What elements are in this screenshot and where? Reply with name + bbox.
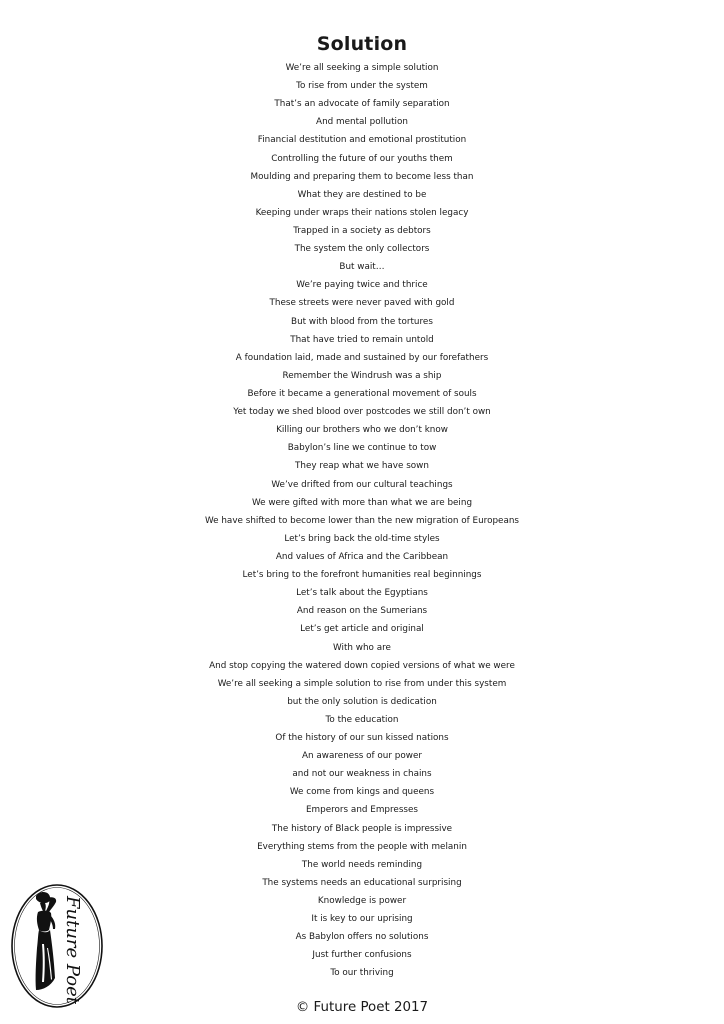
poem-line: As Babylon offers no solutions bbox=[295, 932, 429, 943]
poem-line: That have tried to remain untold bbox=[290, 334, 434, 345]
poem-line: Yet today we shed blood over postcodes we still don’t own bbox=[233, 407, 491, 418]
poem-line: But with blood from the tortures bbox=[291, 316, 433, 327]
poem-line: It is key to our uprising bbox=[311, 914, 413, 925]
poem-line: And mental pollution bbox=[316, 117, 408, 128]
poem-line: Let’s bring to the forefront humanities real beginnings bbox=[242, 570, 482, 581]
poem-line: and not our weakness in chains bbox=[292, 769, 432, 780]
poem-line: We come from kings and queens bbox=[289, 787, 435, 798]
poem-line: Knowledge is power bbox=[317, 896, 407, 907]
poem-line: To our thriving bbox=[330, 968, 394, 979]
poem-line: Financial destitution and emotional prostitution bbox=[257, 135, 467, 146]
poem-line: Just further confusions bbox=[312, 950, 412, 961]
poem-line: Killing our brothers who we don’t know bbox=[276, 425, 448, 436]
poem-line: Keeping under wraps their nations stolen legacy bbox=[255, 207, 469, 218]
poem-line: With who are bbox=[333, 642, 391, 653]
poem-line: And values of Africa and the Caribbean bbox=[275, 551, 449, 562]
poem-line: We’re paying twice and thrice bbox=[296, 280, 428, 291]
poem-line: Emperors and Empresses bbox=[306, 805, 418, 816]
poem-line: Let’s talk about the Egyptians bbox=[296, 588, 428, 599]
poem-line: A foundation laid, made and sustained by our forefathers bbox=[235, 352, 489, 363]
poem-line: The world needs reminding bbox=[301, 859, 423, 870]
future-poet-logo-icon bbox=[9, 882, 105, 1010]
poem-line: but the only solution is dedication bbox=[287, 696, 437, 707]
poem-line: But wait… bbox=[339, 262, 385, 273]
poem-line: An awareness of our power bbox=[302, 751, 422, 762]
poem-line: The system the only collectors bbox=[294, 244, 430, 255]
poem-line: Of the history of our sun kissed nations bbox=[275, 733, 449, 744]
poem-body bbox=[0, 59, 724, 983]
poem-line: Let’s bring back the old-time styles bbox=[284, 533, 440, 544]
poem-line: Remember the Windrush was a ship bbox=[282, 370, 442, 381]
poem-line: And reason on the Sumerians bbox=[296, 606, 428, 617]
poem-line: Before it became a generational movement of souls bbox=[247, 388, 477, 399]
copyright-footer: © Future Poet 2017 bbox=[295, 1000, 429, 1015]
poem-line: Babylon’s line we continue to tow bbox=[287, 443, 437, 454]
poem-line: We’ve drifted from our cultural teachings bbox=[271, 479, 453, 490]
logo-lettering: Future Poet bbox=[62, 896, 83, 1004]
poem-line: Controlling the future of our youths them bbox=[271, 153, 453, 164]
poem-line: The history of Black people is impressive bbox=[271, 823, 453, 834]
poem-line: We were gifted with more than what we are being bbox=[251, 497, 473, 508]
poem-line: And stop copying the watered down copied versions of what we were bbox=[209, 660, 515, 671]
poem-line: Trapped in a society as debtors bbox=[293, 225, 431, 236]
poem-line: To rise from under the system bbox=[296, 81, 428, 92]
poem-line: These streets were never paved with gold bbox=[269, 298, 455, 309]
poem-line: To the education bbox=[325, 714, 399, 725]
poem-line: We’re all seeking a simple solution to rise from under this system bbox=[217, 678, 507, 689]
poem-line: Everything stems from the people with melanin bbox=[257, 841, 467, 852]
poem-line: What they are destined to be bbox=[297, 189, 427, 200]
poem-line: They reap what we have sown bbox=[295, 461, 429, 472]
poem-title: Solution bbox=[316, 33, 408, 55]
poem-line: The systems needs an educational surprising bbox=[262, 877, 462, 888]
poem-line: Moulding and preparing them to become less than bbox=[250, 171, 474, 182]
poem-line: That’s an advocate of family separation bbox=[274, 99, 450, 110]
poem-line: Let’s get article and original bbox=[300, 624, 424, 635]
poem-line: We’re all seeking a simple solution bbox=[285, 63, 439, 73]
poem-line: We have shifted to become lower than the new migration of Europeans bbox=[204, 515, 520, 526]
